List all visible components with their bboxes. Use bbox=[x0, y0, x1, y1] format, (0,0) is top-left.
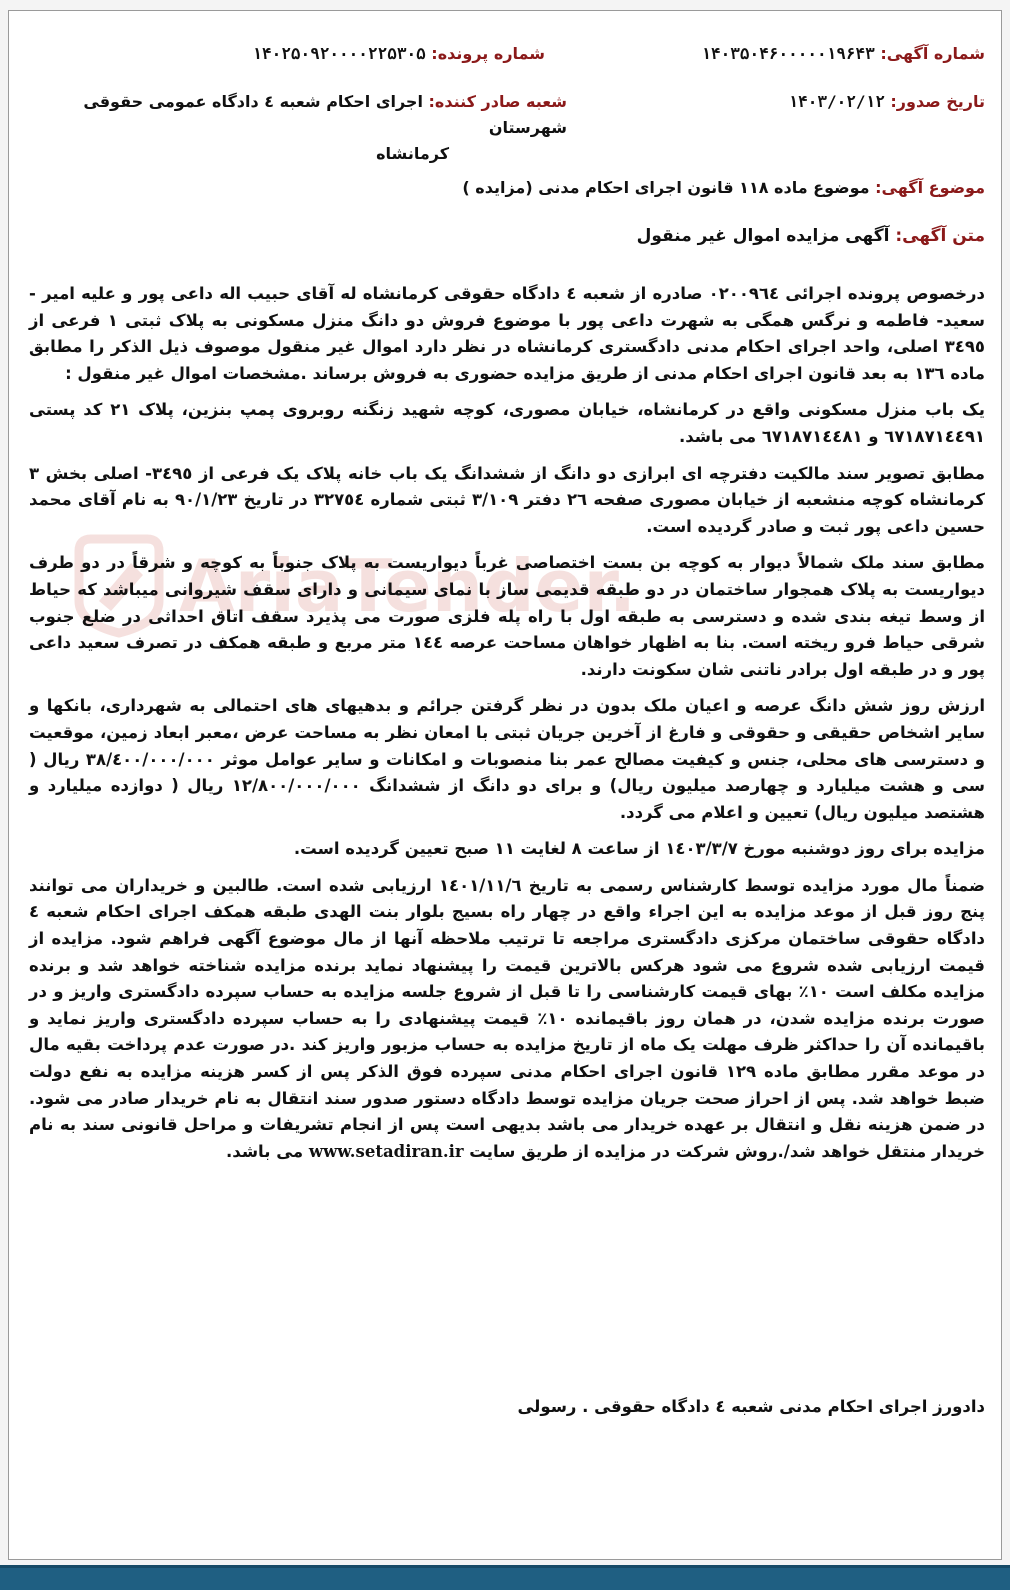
paragraph-valuation: ارزش روز شش دانگ عرصه و اعیان ملک بدون در نظر گرفتن جرائم و بدهیهای های احتمالی به شهرداری، بانکها و سایر اشخاص حقیقی و حقوقی و فارغ از آخرین جریان ثبتی با امعان نظر به مساحت عرض ،معبر ابعاد زمین، موقعیت و دسترسی های محلی، جنس و کیفیت مصالح عمر بنا منصوبات و امکانات و سایر عوامل موثر ۳۸/٤۰۰/۰۰۰/۰۰۰ ریال ( سی و هشت میلیارد و چهارصد میلیون ریال) و برای دو دانگ از ششدانگ ۱۲/۸۰۰/۰۰۰/۰۰۰ ریال ( دوازده میلیارد و هشتصد میلیون ریال) تعیین و اعلام می گردد. bbox=[29, 696, 985, 822]
website-link[interactable]: www.setadiran.ir bbox=[308, 1141, 464, 1161]
issuer-field bbox=[47, 89, 567, 167]
issuer-value-line1: اجرای احکام شعبه ٤ دادگاه عمومی حقوقی شهرستان bbox=[83, 92, 567, 137]
notice-document bbox=[8, 10, 1002, 1560]
paragraph-case-intro: درخصوص پرونده اجرائی ۰۲۰۰۹٦٤ صادره از شعبه ٤ دادگاه حقوقی کرمانشاه له آقای حبیب اله داعی پور و علیه امیر - سعید- فاطمه و نرگس همگی به شهرت داعی پور با موضوع فروش دو دانگ منزل مسکونی به پلاک ثبتی ۱ فرعی از ۳٤۹٥ اصلی، واحد اجرای احکام مدنی دادگستری کرمانشاه در نظر دارد اموال غیر منقول موصوف ذیل الذکر را مطابق ماده ۱۳٦ به بعد قانون اجرای احکام مدنی از طریق مزایده حضوری به فروش برساند .مشخصات اموال غیر منقول : bbox=[29, 284, 985, 383]
issue-date-field bbox=[789, 89, 986, 115]
issue-date-label: تاریخ صدور: bbox=[890, 92, 985, 111]
case-number-label: شماره پرونده: bbox=[431, 44, 545, 63]
paragraph-property-address: یک باب منزل مسکونی واقع در کرمانشاه، خیابان مصوری، کوچه شهید زنگنه روبروی پمپ بنزین، پلاک ۲۱ کد پستی ٦۷۱۸۷۱٤٤۹۱ و ٦۷۱۸۷۱٤٤۸۱ می باشد. bbox=[29, 400, 985, 446]
paragraph-auction-date: مزایده برای روز دوشنبه مورخ ۱٤۰۳/۳/۷ از ساعت ۸ لغایت ۱۱ صبح تعیین گردیده است. bbox=[293, 839, 985, 859]
issue-date-value: ۱۴۰۳/۰۲/۱۲ bbox=[788, 92, 885, 111]
issuer-value-line2: کرمانشاه bbox=[376, 144, 449, 163]
notice-number-field bbox=[701, 41, 985, 67]
case-number-value: ۱۴۰۲۵۰۹۲۰۰۰۰۲۲۵۳۰۵ bbox=[252, 44, 426, 63]
paragraph-ownership-deed: مطابق تصویر سند مالکیت دفترچه ای ابرازی دو دانگ از ششدانگ یک باب خانه پلاک یک فرعی از ۳٤۹٥- اصلی بخش ۳ کرمانشاه کوچه منشعبه از خیابان مصوری صفحه ۲٦ دفتر ۳/۱۰۹ ثبتی شماره ۳۲۷٥٤ در تاریخ ۹۰/۱/۲۳ به نام آقای محمد حسین داعی پور ثبت و صادر گردیده است. bbox=[29, 463, 985, 536]
subject-label: موضوع آگهی: bbox=[875, 178, 985, 197]
watermark-text: AriaTender bbox=[179, 544, 609, 628]
notice-text-label: متن آگهی: bbox=[895, 226, 985, 246]
paragraph-property-description: مطابق سند ملک شمالاً دیوار به کوچه بن بست اختصاصی غرباً دیواریست به پلاک جنوباً به کوچه و شرقاً در دو طرف دیواریست به پلاک همجوار ساختمان در دو طبقه قدیمی ساز با نمای سیمانی و دارای سقف شیروانی میباشد که حیاط از وسط تیغه بندی شده و دسترسی به طبقه اول با راه پله فلزی صورت می پذیرد سقف اتاق احداثی در ضلع جنوب شرقی حیاط فرو ریخته است. بنا به اظهار خواهان مساحت عرصه ۱٤٤ متر مربع و طبقه همکف در تصرف سعید داعی پور و در طبقه اول برادر ناتنی شان سکونت دارند. bbox=[29, 553, 985, 679]
notice-number-label: شماره آگهی: bbox=[880, 44, 985, 63]
issuer-label: شعبه صادر کننده: bbox=[428, 92, 567, 111]
auction-terms-text: ضمناً مال مورد مزایده توسط کارشناس رسمی به تاریخ ۱٤۰۱/۱۱/٦ ارزیابی شده است. طالبین و خریداران می توانند پنج روز قبل از موعد مزایده به این اجراء واقع در چهار راه بسیج بلوار بنت الهدی طبقه همکف اجرای احکام شعبه ٤ دادگاه حقوقی ساختمان مرکزی دادگستری مراجعه تا ترتیب ملاحظه آنها از مال موضوع آگهی فراهم شود. مزایده از قیمت ارزیابی شده شروع می شود هرکس بالاترین قیمت را پیشنهاد نماید برنده مزایده شناخته خواهد شد و برنده مزایده مکلف است ۱۰٪ بهای قیمت کارشناسی را تا قبل از شروع جلسه مزایده به حساب سپرده دادگستری واریز و در صورت برنده مزایده شدن، در همان روز باقیمانده ۱۰٪ قیمت پیشنهادی را به حساب سپرده دادگستری واریز نماید و باقیمانده آن را حداکثر ظرف مهلت یک ماه از تاریخ مزایده به حساب مزبور واریز کند .در صورت عدم پرداخت بقیه مال در موعد مقرر مطابق ماده ۱۲۹ قانون اجرای احکام مدنی سپرده فوق الذکر پس از کسر هزینه مزایده به نفع دولت ضبط خواهد شد. پس از احراز صحت جریان مزایده توسط دادگاه دستور صدور سند انتقال به نام خریدار صادر می شود. در ضمن هزینه نقل و انتقال بر عهده خریدار می باشد بدیهی است پس از انجام تشریفات و مراحل قانونی سند به نام خریدار منتقل خواهد شد/.روش شرکت در مزایده از طریق سایت bbox=[29, 875, 985, 1161]
notice-text-field bbox=[637, 223, 985, 249]
signature: دادورز اجرای احکام مدنی شعبه ٤ دادگاه حقوقی . رسولی bbox=[517, 1397, 985, 1416]
closing-text: می باشد. bbox=[226, 1141, 304, 1161]
paragraph-auction-terms bbox=[29, 873, 985, 1166]
notice-text-value: آگهی مزایده اموال غیر منقول bbox=[636, 226, 890, 246]
notice-body bbox=[29, 281, 985, 1175]
subject-field bbox=[462, 175, 985, 201]
subject-value: موضوع ماده ۱۱۸ قانون اجرای احکام مدنی (مزایده ) bbox=[462, 178, 870, 197]
notice-number-value: ۱۴۰۳۵۰۴۶۰۰۰۰۰۱۹۶۴۳ bbox=[701, 44, 875, 63]
case-number-field bbox=[252, 41, 545, 67]
bottom-bar bbox=[0, 1565, 1010, 1590]
